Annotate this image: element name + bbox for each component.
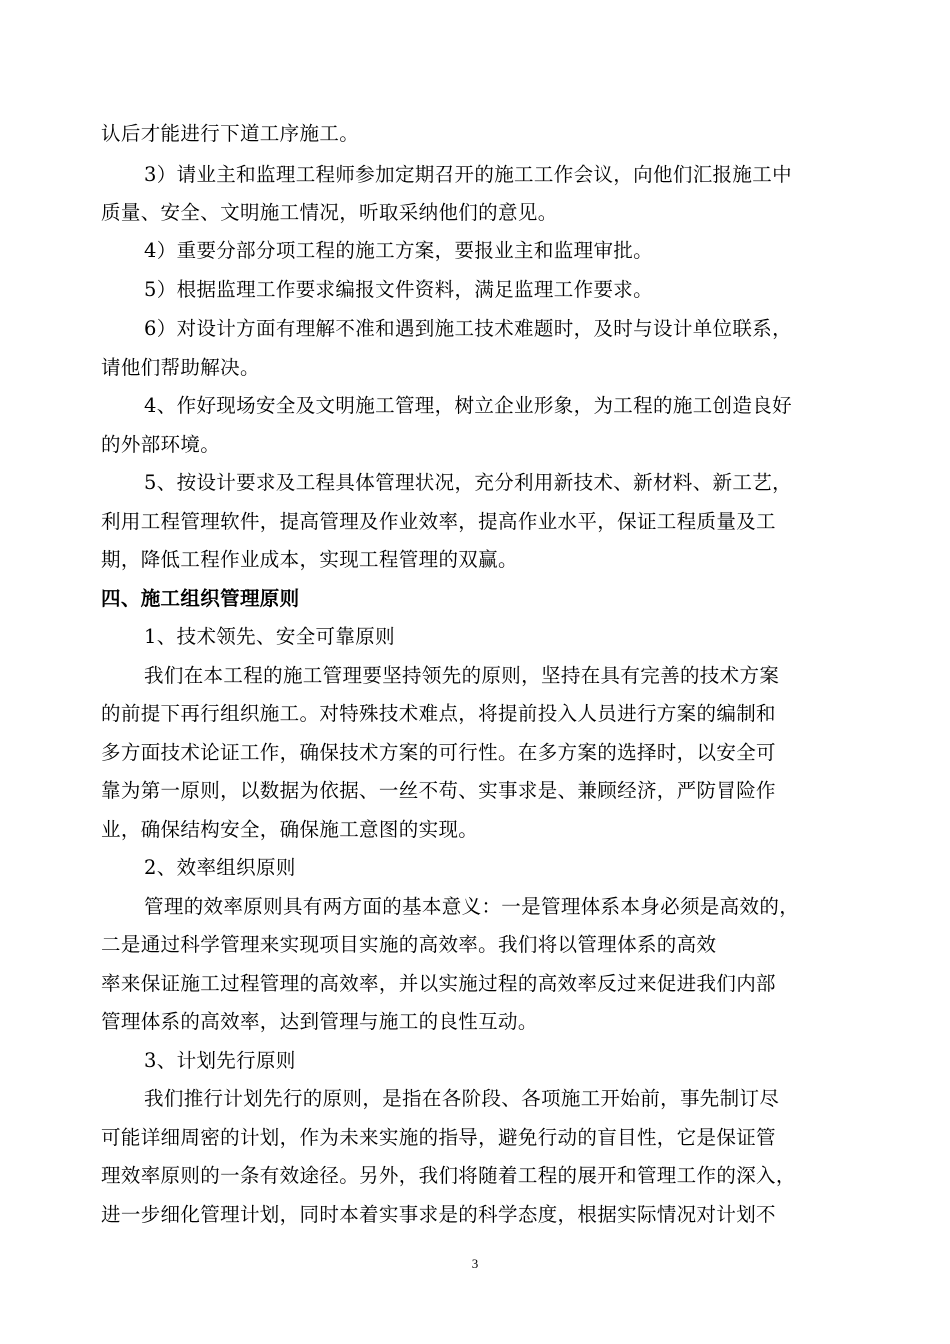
paragraph-line: 靠为第一原则，以数据为依据、一丝不苟、实事求是、兼顾经济，严防冒险作 bbox=[101, 779, 776, 802]
paragraph-line: 的前提下再行组织施工。对特殊技术难点，将提前投入人员进行方案的编制和 bbox=[101, 702, 776, 725]
paragraph-line: 的外部环境。 bbox=[101, 433, 221, 456]
paragraph-line: 我们推行计划先行的原则，是指在各阶段、各项施工开始前，事先制订尽 bbox=[144, 1087, 780, 1110]
page-number: 3 bbox=[471, 1256, 479, 1271]
paragraph-line: 率来保证施工过程管理的高效率，并以实施过程的高效率反过来促进我们内部 bbox=[101, 972, 776, 995]
paragraph-line: 4）重要分部分项工程的施工方案，要报业主和监理审批。 bbox=[144, 239, 654, 262]
paragraph-line: 业，确保结构安全，确保施工意图的实现。 bbox=[101, 818, 479, 841]
paragraph-line: 6）对设计方面有理解不准和遇到施工技术难题时，及时与设计单位联系， bbox=[144, 317, 792, 340]
paragraph-line: 进一步细化管理计划，同时本着实事求是的科学态度，根据实际情况对计划不 bbox=[101, 1203, 776, 1226]
paragraph-line: 5）根据监理工作要求编报文件资料，满足监理工作要求。 bbox=[144, 278, 654, 301]
paragraph-line: 可能详细周密的计划，作为未来实施的指导，避免行动的盲目性，它是保证管 bbox=[101, 1126, 776, 1149]
paragraph-line: 期，降低工程作业成本，实现工程管理的双赢。 bbox=[101, 548, 518, 571]
paragraph-line: 请他们帮助解决。 bbox=[101, 356, 260, 379]
paragraph-line: 3）请业主和监理工程师参加定期召开的施工工作会议，向他们汇报施工中 bbox=[144, 163, 792, 186]
paragraph-line: 我们在本工程的施工管理要坚持领先的原则，坚持在具有完善的技术方案 bbox=[144, 664, 780, 687]
paragraph-line: 利用工程管理软件，提高管理及作业效率，提高作业水平，保证工程质量及工 bbox=[101, 510, 776, 533]
paragraph-line: 管理的效率原则具有两方面的基本意义：一是管理体系本身必须是高效的， bbox=[144, 895, 800, 918]
paragraph-line: 5、按设计要求及工程具体管理状况，充分利用新技术、新材料、新工艺， bbox=[144, 471, 792, 494]
subsection-heading: 1、技术领先、安全可靠原则 bbox=[144, 625, 395, 648]
paragraph-line: 认后才能进行下道工序施工。 bbox=[101, 122, 360, 145]
paragraph-line: 理效率原则的一条有效途径。另外，我们将随着工程的展开和管理工作的深入， bbox=[101, 1164, 796, 1187]
paragraph-line: 质量、安全、文明施工情况，听取采纳他们的意见。 bbox=[101, 201, 558, 224]
paragraph-line: 管理体系的高效率，达到管理与施工的良性互动。 bbox=[101, 1010, 538, 1033]
paragraph-line: 4、作好现场安全及文明施工管理，树立企业形象，为工程的施工创造良好 bbox=[144, 394, 792, 417]
subsection-heading: 2、效率组织原则 bbox=[144, 856, 296, 879]
paragraph-line: 二是通过科学管理来实现项目实施的高效率。我们将以管理体系的高效 bbox=[101, 933, 717, 956]
paragraph-line: 多方面技术论证工作，确保技术方案的可行性。在多方案的选择时，以安全可 bbox=[101, 741, 776, 764]
section-heading: 四、施工组织管理原则 bbox=[101, 587, 300, 610]
subsection-heading: 3、计划先行原则 bbox=[144, 1049, 296, 1072]
